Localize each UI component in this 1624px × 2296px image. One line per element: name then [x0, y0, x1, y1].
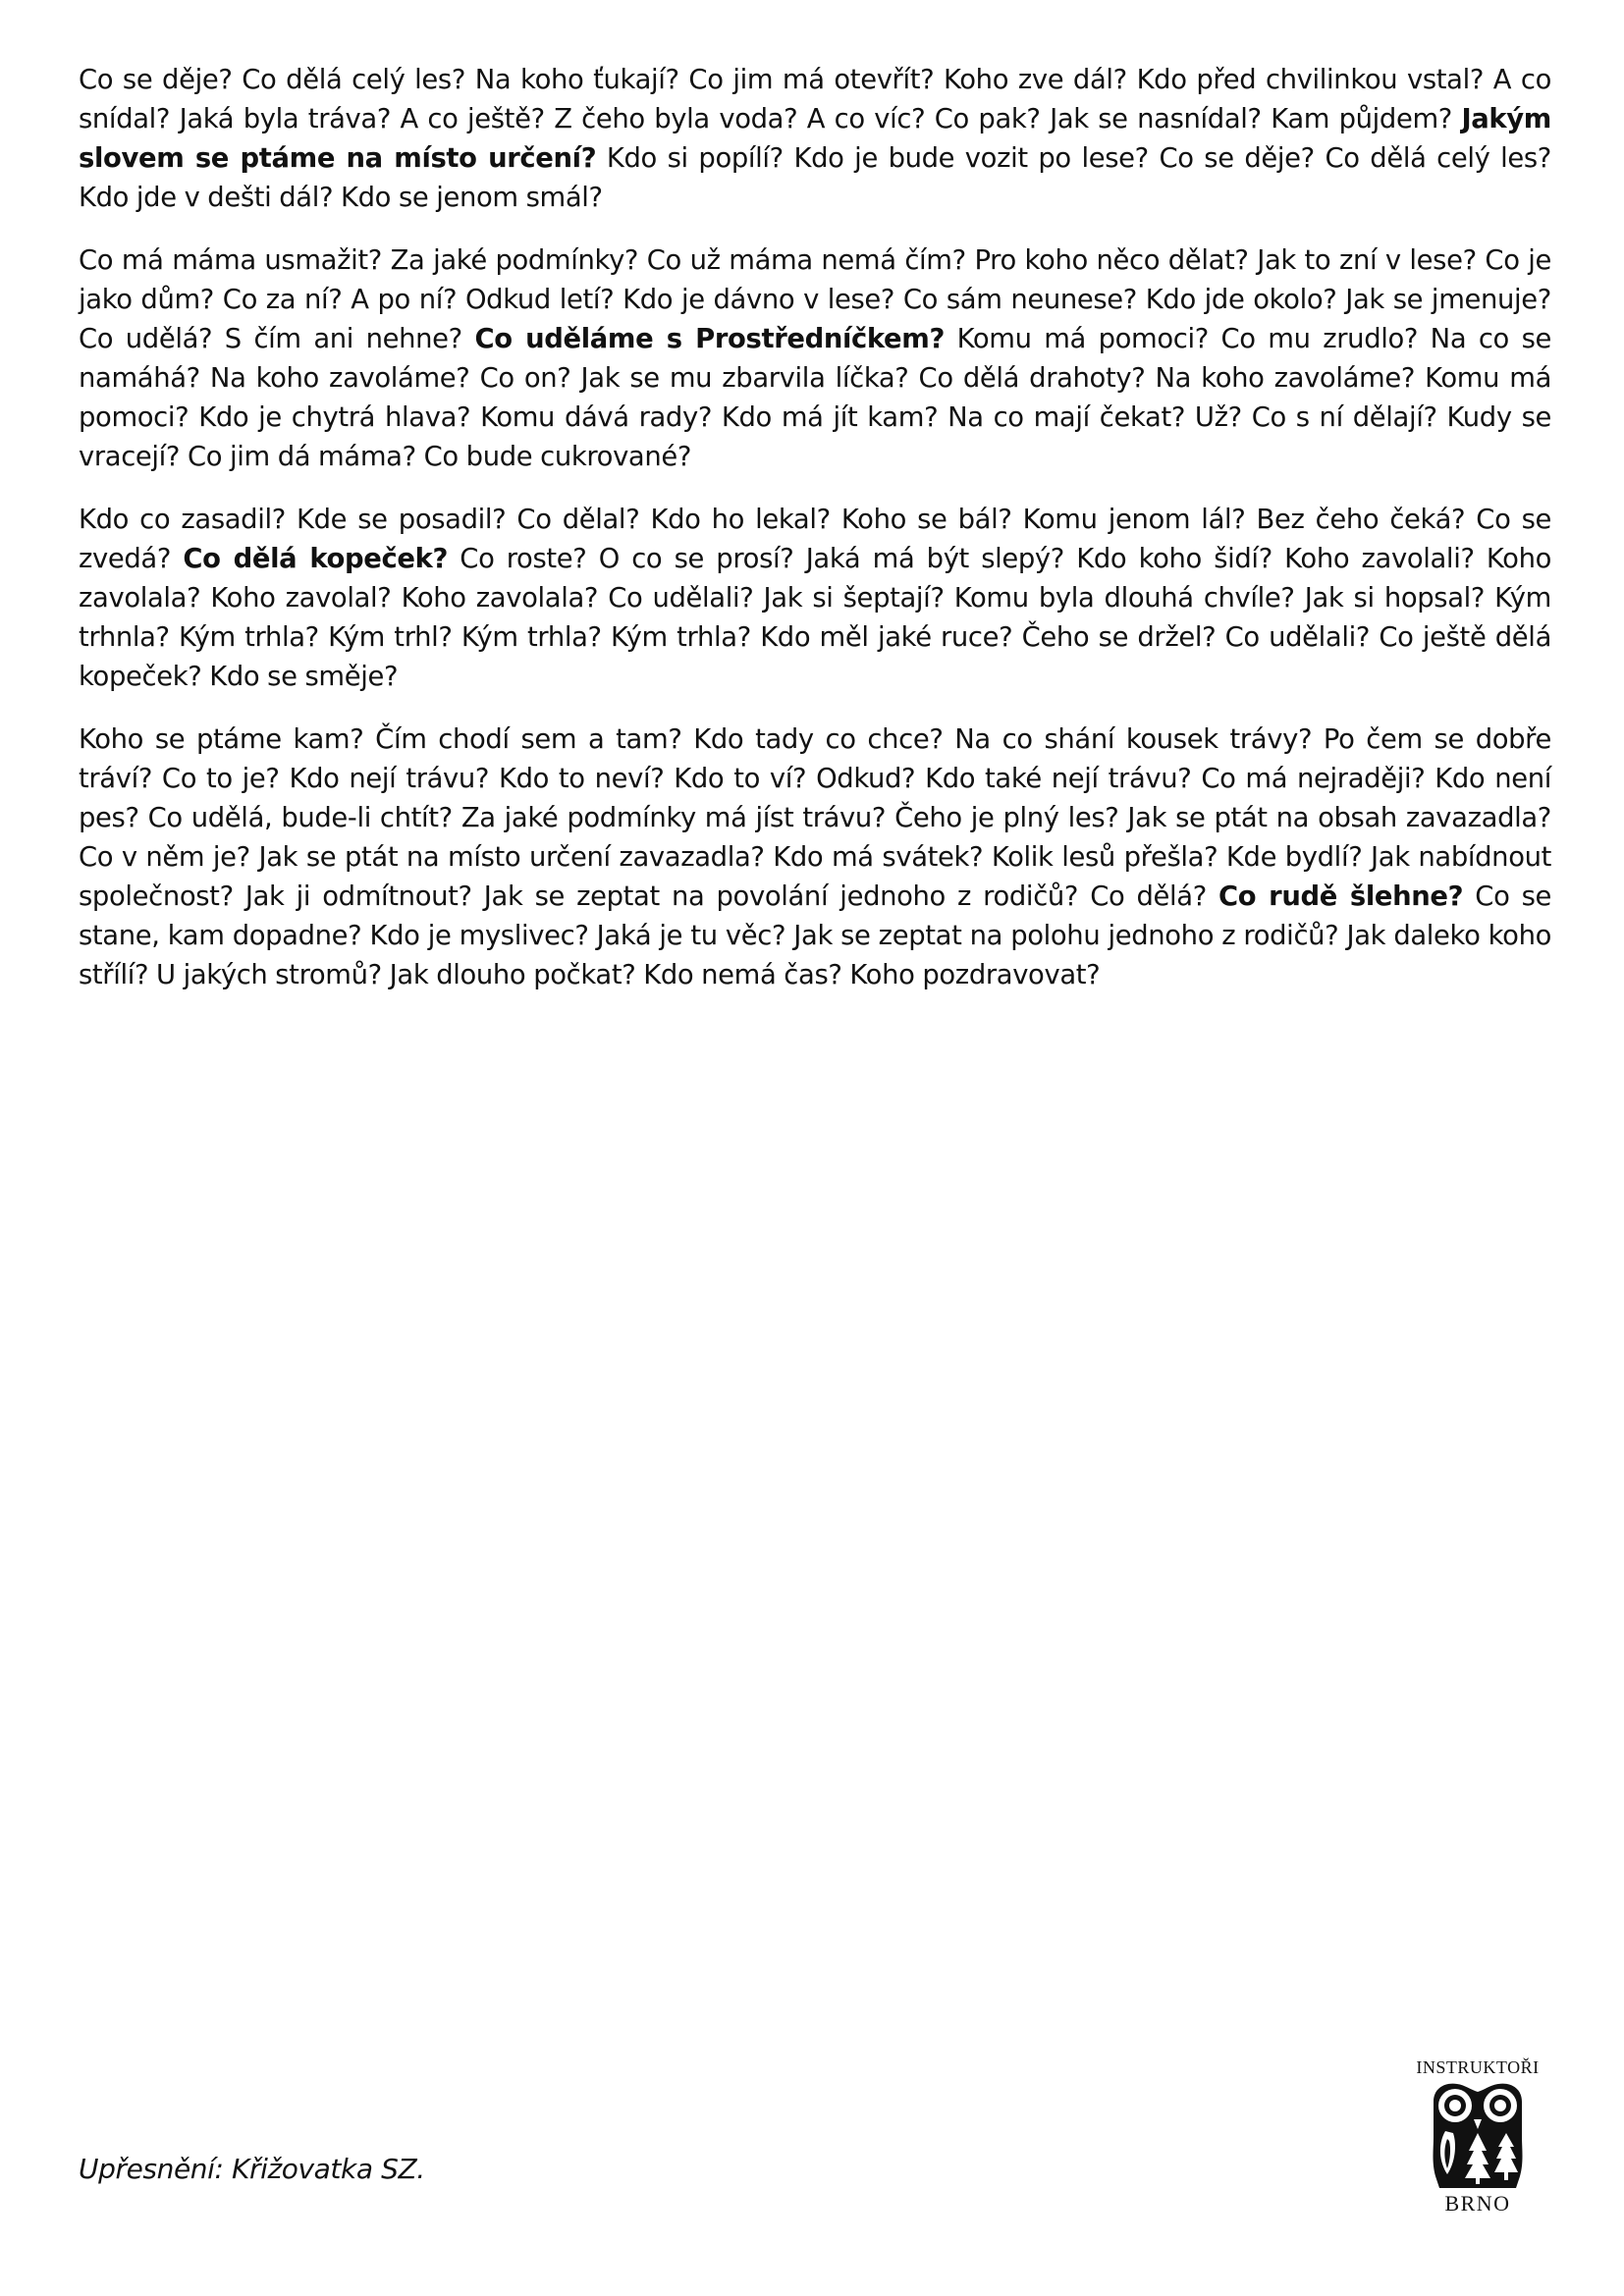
paragraph-4-text-b: Co se stane, kam dopadne? Kdo je myslivec? Jaká je tu věc? Jak se zeptat na polohu jednoho z rodičů? Jak daleko koho střílí? U jakých stromů? Jak dlouho počkat? Kdo nemá čas? Koho pozdravovat? — [79, 881, 1551, 990]
owl-logo-icon — [1426, 2080, 1530, 2190]
footer-note: Upřesnění: Křižovatka SZ. — [79, 2153, 425, 2185]
paragraph-3-text-b: Co roste? O co se prosí? Jaká má být slepý? Kdo koho šidí? Koho zavolali? Koho zavolala? Koho zavolal? Koho zavolala? Co udělali? Jak si šeptají? Komu byla dlouhá chvíle? Jak si hopsal? Kým trhnla? Kým trhla? Kým trhl? Kým trhla? Kým trhla? Kdo měl jaké ruce? Čeho se držel? Co udělali? Co ještě dělá kopeček? Kdo se směje? — [79, 544, 1551, 692]
document-body — [79, 61, 1551, 1019]
paragraph-1-bold: Jakým slovem se ptáme na místo určení? — [79, 104, 1551, 174]
paragraph-4 — [79, 721, 1551, 995]
paragraph-2 — [79, 241, 1551, 477]
logo-bottom-text: BRNO — [1444, 2191, 1511, 2216]
paragraph-2-bold: Co uděláme s Prostředníčkem? — [474, 324, 946, 354]
paragraph-4-bold: Co rudě šlehne? — [1218, 881, 1464, 912]
paragraph-3-bold: Co dělá kopeček? — [183, 544, 449, 574]
paragraph-1-text-b: Kdo si popílí? Kdo je bude vozit po lese? Co se děje? Co dělá celý les? Kdo jde v dešti dál? Kdo se jenom smál? — [79, 143, 1551, 213]
paragraph-3-text-a: Kdo co zasadil? Kde se posadil? Co dělal? Kdo ho lekal? Koho se bál? Komu jenom lál? Bez čeho čeká? Co se zvedá? — [79, 505, 1551, 574]
instruktori-brno-logo — [1394, 2056, 1561, 2223]
paragraph-2-text-b: Komu má pomoci? Co mu zrudlo? Na co se namáhá? Na koho zavoláme? Co on? Jak se mu zbarvila líčka? Co dělá drahoty? Na koho zavoláme? Komu má pomoci? Kdo je chytrá hlava? Komu dává rady? Kdo má jít kam? Na co mají čekat? Už? Co s ní dělají? Kudy se vracejí? Co jim dá máma? Co bude cukrované? — [79, 324, 1551, 472]
paragraph-3 — [79, 501, 1551, 697]
paragraph-1-text-a: Co se děje? Co dělá celý les? Na koho ťukají? Co jim má otevřít? Koho zve dál? Kdo před chvilinkou vstal? A co snídal? Jaká byla tráva? A co ještě? Z čeho byla voda? A co víc? Co pak? Jak se nasnídal? Kam půjdem? — [79, 65, 1551, 134]
paragraph-2-text-a: Co má máma usmažit? Za jaké podmínky? Co už máma nemá čím? Pro koho něco dělat? Jak to zní v lese? Co je jako dům? Co za ní? A po ní? Odkud letí? Kdo je dávno v lese? Co sám neunese? Kdo jde okolo? Jak se jmenuje? Co udělá? S čím ani nehne? — [79, 245, 1551, 354]
logo-top-text: INSTRUKTOŘI — [1416, 2057, 1540, 2077]
paragraph-1 — [79, 61, 1551, 218]
paragraph-4-text-a: Koho se ptáme kam? Čím chodí sem a tam? Kdo tady co chce? Na co shání kousek trávy? Po čem se dobře tráví? Co to je? Kdo nejí trávu? Kdo to neví? Kdo to ví? Odkud? Kdo také nejí trávu? Co má nejraději? Kdo není pes? Co udělá, bude-li chtít? Za jaké podmínky má jíst trávu? Čeho je plný les? Jak se ptát na obsah zavazadla? Co v něm je? Jak se ptát na místo určení zavazadla? Kdo má svátek? Kolik lesů přešla? Kde bydlí? Jak nabídnout společnost? Jak ji odmítnout? Jak se zeptat na povolání jednoho z rodičů? Co dělá? — [79, 724, 1551, 912]
